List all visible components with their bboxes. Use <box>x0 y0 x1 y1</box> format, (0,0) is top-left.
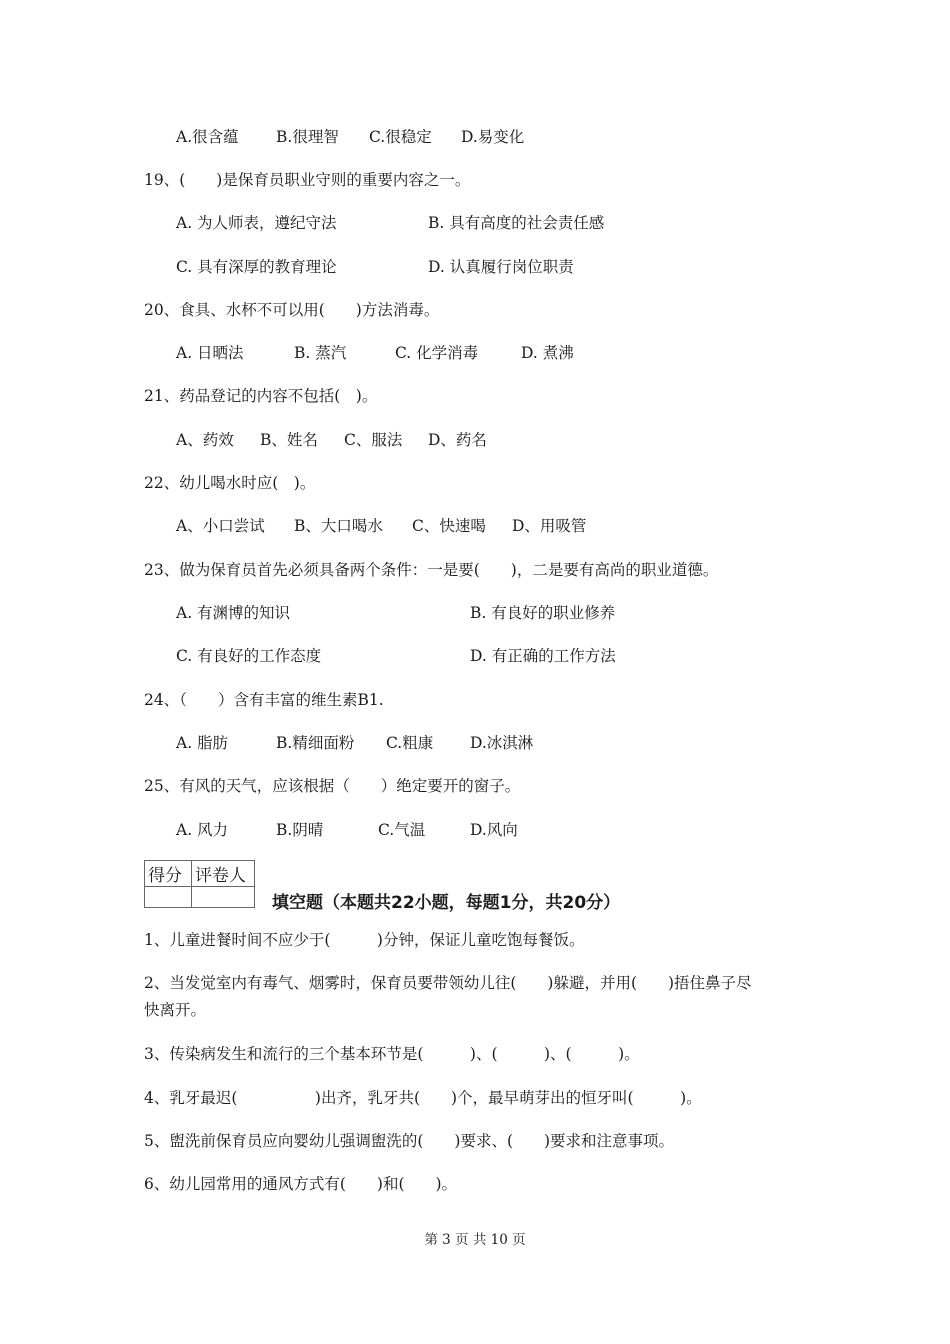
q23-stem: 23、做为保育员首先必须具备两个条件：一是要( )，二是要有高尚的职业道德。 <box>144 561 719 579</box>
q23-option-c: C. 有良好的工作态度 <box>176 647 322 665</box>
q25-option-a: A. 风力 <box>176 821 229 839</box>
fill-question-1: 1、儿童进餐时间不应少于( )分钟，保证儿童吃饱每餐饭。 <box>144 931 585 949</box>
page-footer: 第 3 页 共 10 页 <box>424 1232 526 1248</box>
q19-option-a: A. 为人师表，遵纪守法 <box>176 214 337 232</box>
q20-stem: 20、食具、水杯不可以用( )方法消毒。 <box>144 301 440 319</box>
score-label: 得分 <box>145 861 192 887</box>
q23-option-a: A. 有渊博的知识 <box>176 604 291 622</box>
q18-option-b: B.很理智 <box>276 128 339 146</box>
fill-question-5: 5、盥洗前保育员应向婴幼儿强调盥洗的( )要求、( )要求和注意事项。 <box>144 1132 675 1150</box>
q24-option-c: C.粗康 <box>386 734 434 752</box>
q25-stem: 25、有风的天气，应该根据（ ）绝定要开的窗子。 <box>144 777 521 795</box>
q22-option-d: D、用吸管 <box>512 517 587 535</box>
q19-option-d: D. 认真履行岗位职责 <box>428 258 574 276</box>
fill-question-2: 2、当发觉室内有毒气、烟雾时，保育员要带领幼儿往( )躲避，并用( )捂住鼻子尽 <box>144 974 752 992</box>
q18-option-d: D.易变化 <box>461 128 525 146</box>
q24-stem: 24、（ ）含有丰富的维生素B1. <box>144 691 384 709</box>
fill-question-4: 4、乳牙最迟( )出齐，乳牙共( )个，最早萌芽出的恒牙叫( )。 <box>144 1089 702 1107</box>
q24-option-a: A. 脂肪 <box>176 734 229 752</box>
fill-question-6: 6、幼儿园常用的通风方式有( )和( )。 <box>144 1175 458 1193</box>
score-cell <box>145 887 192 908</box>
fill-question-3: 3、传染病发生和流行的三个基本环节是( )、( )、( )。 <box>144 1045 640 1063</box>
grader-label: 评卷人 <box>192 861 255 887</box>
q23-option-d: D. 有正确的工作方法 <box>470 647 616 665</box>
fill-question-2-cont: 快离开。 <box>144 1001 207 1019</box>
q21-stem: 21、药品登记的内容不包括( )。 <box>144 387 378 405</box>
q25-option-d: D.风向 <box>470 821 518 839</box>
q22-stem: 22、幼儿喝水时应( )。 <box>144 474 316 492</box>
q21-option-a: A、药效 <box>176 431 234 449</box>
q25-option-c: C.气温 <box>378 821 426 839</box>
q22-option-b: B、大口喝水 <box>294 517 383 535</box>
q21-option-b: B、姓名 <box>260 431 318 449</box>
grader-cell <box>192 887 255 908</box>
q20-option-d: D. 煮沸 <box>521 344 574 362</box>
q19-option-b: B. 具有高度的社会责任感 <box>428 214 605 232</box>
q21-option-d: D、药名 <box>428 431 487 449</box>
q19-option-c: C. 具有深厚的教育理论 <box>176 258 337 276</box>
section-title: 填空题（本题共22小题，每题1分，共20分） <box>272 893 621 913</box>
q22-option-a: A、小口尝试 <box>176 517 265 535</box>
q20-option-c: C. 化学消毒 <box>395 344 479 362</box>
q23-option-b: B. 有良好的职业修养 <box>470 604 616 622</box>
q24-option-b: B.精细面粉 <box>276 734 355 752</box>
q18-option-a: A.很含蕴 <box>176 128 239 146</box>
q22-option-c: C、快速喝 <box>412 517 486 535</box>
q19-stem: 19、( )是保育员职业守则的重要内容之一。 <box>144 171 471 189</box>
q20-option-a: A. 日晒法 <box>176 344 244 362</box>
q25-option-b: B.阴晴 <box>276 821 324 839</box>
q21-option-c: C、服法 <box>344 431 403 449</box>
q24-option-d: D.冰淇淋 <box>470 734 534 752</box>
q18-option-c: C.很稳定 <box>369 128 432 146</box>
q20-option-b: B. 蒸汽 <box>294 344 347 362</box>
score-table <box>144 860 255 908</box>
